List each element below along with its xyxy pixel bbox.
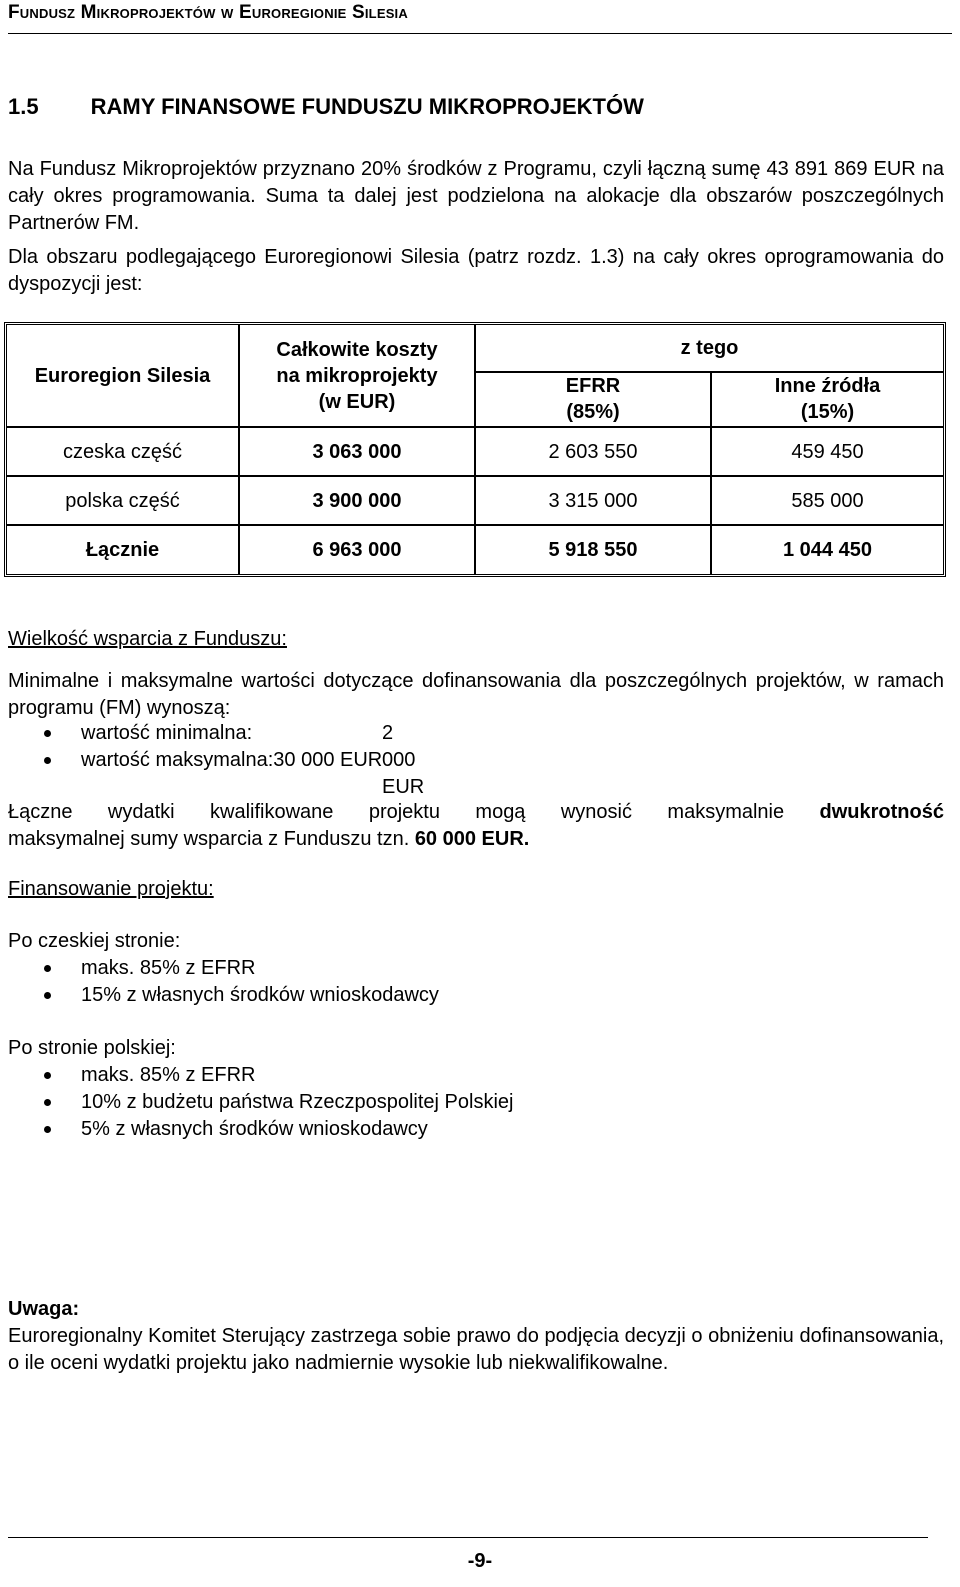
list-item: wartość minimalna: 2 000 EUR: [0, 720, 382, 747]
support-text: Minimalne i maksymalne wartości dotyczące dofinansowania dla poszczególnych projektów, w ramach programu (FM) wynoszą:: [8, 670, 944, 719]
table-row-label: Łącznie: [85, 539, 160, 561]
list-item: 5% z własnych środków wnioskodawcy: [0, 1116, 513, 1143]
cz-list: [0, 955, 439, 1009]
list-item: maks. 85% z EFRR: [0, 955, 439, 982]
list-item: wartość maksymalna:30 000 EUR: [0, 747, 382, 774]
table-cell-total: 3 900 000: [312, 490, 402, 512]
section-title: RAMY FINANSOWE FUNDUSZU MIKROPROJEKTÓW: [90, 94, 644, 119]
list-item: 15% z własnych środków wnioskodawcy: [0, 982, 439, 1009]
table-cell-efrr: 5 918 550: [548, 539, 638, 561]
page-number: -9-: [467, 1550, 493, 1572]
col-header-region: Euroregion Silesia: [34, 365, 211, 387]
table-cell-total: 3 063 000: [312, 441, 402, 463]
table-row-label: czeska część: [63, 441, 182, 463]
pl-heading: Po stronie polskiej:: [8, 1037, 176, 1059]
col-header-other: Inne źródła (15%): [774, 375, 881, 423]
table-cell-total: 6 963 000: [312, 539, 402, 561]
running-header: Fundusz Mikroprojektów w Euroregionie Silesia: [8, 2, 408, 23]
total-expenses-line-1: Łączne wydatki kwalifikowane projektu mogą wynosić maksymalnie dwukrotność: [8, 801, 944, 823]
table-row-label: polska część: [65, 490, 180, 512]
section-heading: [8, 94, 644, 120]
table-cell-other: 1 044 450: [783, 539, 872, 561]
bullet-icon: [44, 730, 51, 737]
bullet-icon: [44, 1126, 51, 1133]
total-expenses-line-2: maksymalnej sumy wsparcia z Funduszu tzn. 60 000 EUR.: [8, 828, 530, 850]
intro-paragraph-1: Na Fundusz Mikroprojektów przyznano 20% środków z Programu, czyli łączną sumę 43 891 869 EUR na cały okres programowania. Suma ta dalej jest podzielona na alokacje dla obszarów poszczególnych Partnerów FM.: [8, 158, 944, 234]
allocation-table: [4, 322, 946, 577]
footer-rule: [8, 1537, 928, 1538]
list-item: 10% z budżetu państwa Rzeczpospolitej Polskiej: [0, 1089, 513, 1116]
bullet-icon: [44, 1072, 51, 1079]
support-list: [0, 720, 425, 798]
note-text: Euroregionalny Komitet Sterujący zastrzega sobie prawo do podjęcia decyzji o obniżeniu dofinansowania, o ile oceni wydatki projektu jako nadmiernie wysokie lub niekwalifikowalne.: [8, 1325, 944, 1374]
col-header-total: Całkowite koszty na mikroprojekty (w EUR): [276, 339, 438, 413]
table-cell-other: 585 000: [791, 490, 864, 512]
support-heading: Wielkość wsparcia z Funduszu:: [8, 628, 287, 650]
header-rule: [8, 33, 952, 34]
section-number: 1.5: [8, 94, 39, 119]
col-header-group: z tego: [680, 337, 739, 359]
table-cell-other: 459 450: [791, 441, 864, 463]
list-item: maks. 85% z EFRR: [0, 1062, 513, 1089]
bullet-icon: [44, 757, 51, 764]
intro-paragraph-2: Dla obszaru podlegającego Euroregionowi Silesia (patrz rozdz. 1.3) na cały okres oprogramowania do dyspozycji jest:: [8, 246, 944, 295]
table-cell-efrr: 3 315 000: [548, 490, 638, 512]
note-heading: Uwaga:: [8, 1298, 80, 1320]
bullet-icon: [44, 965, 51, 972]
cz-heading: Po czeskiej stronie:: [8, 930, 181, 952]
table-cell-efrr: 2 603 550: [548, 441, 638, 463]
pl-list: [0, 1062, 513, 1143]
financing-heading: Finansowanie projektu:: [8, 878, 214, 900]
bullet-icon: [44, 992, 51, 999]
bullet-icon: [44, 1099, 51, 1106]
col-header-efrr: EFRR (85%): [565, 375, 621, 423]
